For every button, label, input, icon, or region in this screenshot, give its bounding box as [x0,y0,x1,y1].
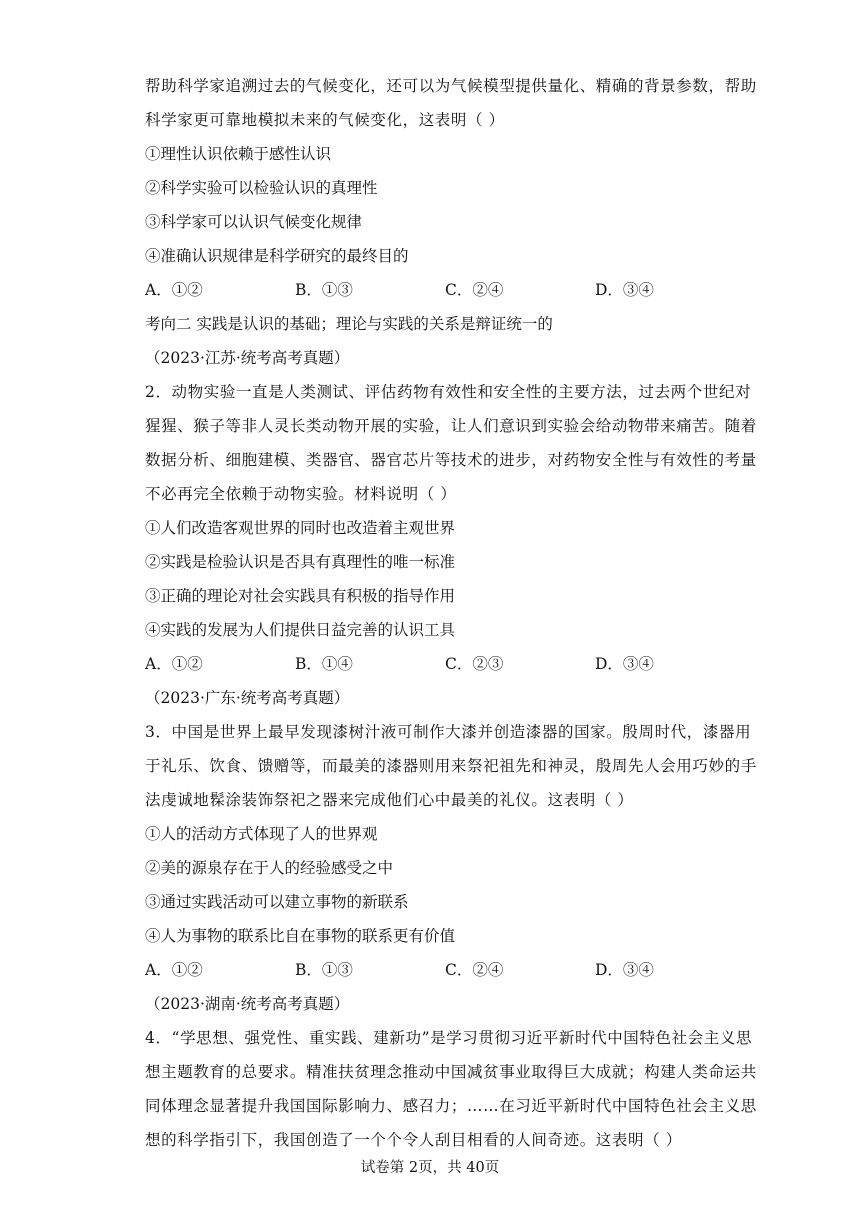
choice-statement: ④人为事物的联系比自在事物的联系更有价值 [145,927,456,945]
choice-statement: ①人们改造客观世界的同时也改造着主观世界 [145,519,456,537]
choice-statement: ③科学家可以认识气候变化规律 [145,213,363,231]
question-text-line: 3．中国是世界上最早发现漆树汁液可制作大漆并创造漆器的国家。殷周时代，漆器用 [145,723,752,741]
option-d: D．③④ [595,655,654,673]
choice-statement: ①人的活动方式体现了人的世界观 [145,825,378,843]
option-a: A．①② [145,281,203,299]
question-text-line: 4．“学思想、强党性、重实践、建新功”是学习贯彻习近平新时代中国特色社会主义思 [145,1029,753,1047]
option-b: B．①③ [295,281,353,299]
question-source: （2023·湖南·统考高考真题） [145,995,350,1013]
question-text-line: 2．动物实验一直是人类测试、评估药物有效性和安全性的主要方法，过去两个世纪对 [145,383,752,401]
section-heading: 考向二 实践是认识的基础；理论与实践的关系是辩证统一的 [145,315,553,333]
question-text-line: 于礼乐、饮食、馈赠等，而最美的漆器则用来祭祀祖先和神灵，殷周先人会用巧妙的手 [145,757,757,775]
choice-statement: ①理性认识依赖于感性认识 [145,145,332,163]
choice-statement: ③正确的理论对社会实践具有积极的指导作用 [145,587,456,605]
choice-statement: ②美的源泉存在于人的经验感受之中 [145,859,394,877]
option-c: C．②④ [445,281,504,299]
question-text-line: 想的科学指引下，我国创造了一个个令人刮目相看的人间奇迹。这表明（ ） [145,1131,682,1149]
question-text-line: 法虔诚地髹涂装饰祭祀之器来完成他们心中最美的礼仪。这表明（ ） [145,791,634,809]
option-a: A．①② [145,655,203,673]
question-text-line: 数据分析、细胞建模、类器官、器官芯片等技术的进步，对药物安全性与有效性的考量 [145,451,757,469]
page-footer: 试卷第 2页，共 40页 [360,1160,500,1176]
option-c: C．②③ [445,655,504,673]
question-text-line: 想主题教育的总要求。精准扶贫理念推动中国减贫事业取得巨大成就；构建人类命运共 [145,1063,757,1081]
option-b: B．①④ [295,655,353,673]
choice-statement: ②实践是检验认识是否具有真理性的唯一标准 [145,553,456,571]
paragraph-line: 科学家更可靠地模拟未来的气候变化，这表明（ ） [145,111,505,129]
choice-statement: ④准确认识规律是科学研究的最终目的 [145,247,409,265]
question-text-line: 猩猩、猴子等非人灵长类动物开展的实验，让人们意识到实验会给动物带来痛苦。随着 [145,417,757,435]
question-source: （2023·广东·统考高考真题） [145,689,350,707]
option-d: D．③④ [595,281,654,299]
option-d: D．③④ [595,961,654,979]
question-source: （2023·江苏·统考高考真题） [145,349,350,367]
choice-statement: ④实践的发展为人们提供日益完善的认识工具 [145,621,456,639]
option-a: A．①② [145,961,203,979]
choice-statement: ③通过实践活动可以建立事物的新联系 [145,893,409,911]
question-text-line: 同体理念显著提升我国国际影响力、感召力；……在习近平新时代中国特色社会主义思 [145,1097,757,1115]
option-c: C．②④ [445,961,504,979]
question-text-line: 不必再完全依赖于动物实验。材料说明（ ） [145,485,457,503]
option-b: B．①③ [295,961,353,979]
choice-statement: ②科学实验可以检验认识的真理性 [145,179,378,197]
paragraph-line: 帮助科学家追溯过去的气候变化，还可以为气候模型提供量化、精确的背景参数，帮助 [145,77,757,95]
